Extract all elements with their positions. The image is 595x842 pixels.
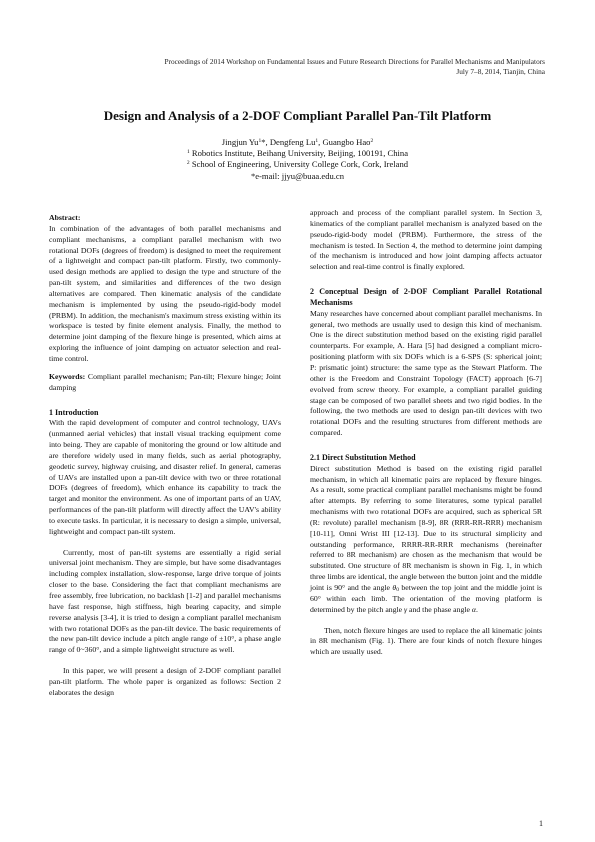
intro-paragraph-1: With the rapid development of computer and control technology, UAVs (unmanned aerial vehicles) that install visual tracking equipment come into being. They are capable of monitoring the ground or low altitude and are therefore widely used in many fields, such as aerial photography, geodetic survey, highway cruising, and disaster relief. In general, cameras of UAVs are installed upon a pan-tilt device with two or three rotational DOFs (degrees of freedom), which enhance its capability to track the target and monitor the environment. As one of important parts of an UAV, performances of the pan-tilt platform will directly affect the UAV's ability to execute tasks. In particular, it is necessary to design a simple, universal, lightweight and compact pan-tilt system. — [49, 418, 281, 536]
affiliation-marker: 1 — [186, 149, 190, 156]
affiliation-marker: 1 — [315, 138, 319, 144]
affiliation-1 — [40, 148, 555, 159]
page-number: 1 — [539, 819, 543, 828]
body-text: and the phase angle — [407, 604, 472, 614]
abstract-text: In combination of the advantages of both parallel mechanisms and compliant mechanisms, a compliant parallel mechanism with two rotational DOFs (degrees of freedom) is designed to meet the requirement of a lightweight and compact pan-tilt platform. Firstly, two commonly-used design methods are applied to design the type and structure of the pan-tilt system, and similarities and differences of the two design alternatives are compared. Then kinematic analysis of the candidate mechanism is implemented by using the pseudo-rigid-body model (PRBM). In addition, the mechanism's maximum stress existing within its workspace is tested by finite element analysis. Finally, the method to determine joint damping of the flexure hinge is presented, which aims at exploring the influence of joint damping on actuator selection and real-time control. — [49, 223, 281, 363]
abstract-label: Abstract: — [49, 213, 81, 222]
gamma-symbol: γ — [404, 604, 408, 614]
section21-paragraph-2: Then, notch flexure hinges are used to replace the all kinematic joints in 8R mechanism (Fig. 1). There are four kinds of notch flexure hinges which are usually used. — [310, 625, 542, 657]
affiliation-marker: 2 — [186, 160, 190, 167]
corresponding-mark: *, — [261, 137, 270, 147]
proceedings-line: Proceedings of 2014 Workshop on Fundamental Issues and Future Research Directions for Parallel Mechanisms and Manipulators — [164, 57, 545, 66]
affiliation-text: Robotics Institute, Beihang University, Beijing, 100191, China — [189, 148, 409, 159]
intro-paragraph-2: Currently, most of pan-tilt systems are essentially a rigid serial universal joint mechanism. They are simple, but have some disadvantages including complex installation, slow-response, large drive torque of joints closer to the base. Considering the fact that compliant mechanisms are free assembly, free lubrication, no backlash [1-2] and parallel mechanisms have fast response, high stiffness, high bearing capacity, and simple reverse analysis [3-4], it is tried to design a compliant parallel mechanism with two rotational DOFs as the pan-tilt device. The basic requirements of the new pan-tilt device include a pitch angle range of ±10°, a phase angle range of 0~360°, and a simple lightweight structure as well. — [49, 547, 281, 655]
section2-paragraph-1: Many researches have concerned about compliant parallel mechanisms. In general, two methods are usually used to design this kind of mechanism. One is the direct substitution method based on the existing rigid parallel counterparts. For example, A. Hara [5] had designed a compliant micro-positioning platform with six DOFs which is a 6-SPS (S: spherical joint; P: prismatic joint) structure: the same type as the Stewart Platform. The other is the Freedom and Constraint Topology (FACT) approach [6-7] evolved from screw theory. For example, a compliant parallel guiding stage can be composed of two parallel sheets and two rigid bodies. In the following, the two methods are used to design pan-tilt devices with two rotational DOFs and the resulting structures from different methods are compared. — [310, 308, 542, 438]
left-column — [49, 213, 281, 699]
theta-subscript: 0 — [396, 587, 399, 593]
affiliation-text: School of Engineering, University College Cork, Cork, Ireland — [189, 159, 409, 170]
intro-paragraph-3: In this paper, we will present a design of 2-DOF compliant parallel pan-tilt platform. The whole paper is organized as follows: Section 2 elaborates the design — [49, 666, 281, 697]
affiliation-2 — [40, 159, 555, 170]
body-text: between the top joint and the middle joint is 60° within each limb. The orientation of the moving platform is determined by the pitch angle — [310, 583, 542, 614]
section-heading-introduction: 1 Introduction — [49, 407, 99, 417]
alpha-symbol: α — [471, 604, 476, 614]
body-text: . — [475, 604, 478, 614]
running-header — [65, 57, 545, 77]
paper-title: Design and Analysis of a 2-DOF Compliant Parallel Pan-Tilt Platform — [103, 108, 492, 123]
affiliation-marker: 1 — [258, 138, 262, 144]
section21-paragraph-1 — [310, 464, 542, 616]
intro-paragraph-3-continued: approach and process of the compliant parallel system. In Section 3, kinematics of the compliant parallel mechanism is analyzed based on the pseudo-rigid-body model (PRBM). Furthermore, the stress of the mechanism is tested. In Section 4, the method to determine joint damping of the mechanism is introduced and how joint damping affects actuator selection and real-time control is finally explored. — [310, 208, 542, 272]
right-column — [310, 208, 542, 658]
affiliation-marker: 2 — [370, 138, 374, 144]
author-block — [40, 137, 555, 182]
subsection-heading-direct-substitution: 2.1 Direct Substitution Method — [310, 452, 416, 462]
keywords-text: Compliant parallel mechanism; Pan-tilt; Flexure hinge; Joint damping — [49, 371, 281, 392]
theta-symbol: θ — [392, 583, 397, 592]
author-line — [40, 137, 555, 148]
author-name: Dengfeng Lu — [269, 137, 316, 147]
author-name: Guangbo Hao — [322, 137, 371, 147]
keywords-label: Keywords: — [49, 371, 86, 381]
author-separator: , — [318, 137, 323, 147]
author-name: Jingjun Yu — [221, 137, 259, 147]
section-heading-conceptual-design: 2 Conceptual Design of 2-DOF Compliant Parallel Rotational Mechanisms — [310, 287, 542, 307]
body-text: Direct substitution Method is based on the existing rigid parallel mechanism, in which all kinematic pairs are replaced by flexure hinges. As a result, some practical compliant parallel mechanisms might be found after attempts. By referring to some literatures, some typical parallel mechanisms with two rotational DOFs are acquired, such as spherical 5R (R: revolute) parallel mechanism [8-9], 8R (RRR-RR-RRR) mechanism [10-11], Omni Wrist III [12-13]. Due to its structural simplicity and outstanding performance, RRRR-RR-RRR mechanisms (hereinafter referred to 8R mechanism) are chosen as the mechanism that would be substituted. One structure of 8R mechanism is shown in Fig. 1, in which three limbs are identical, the angle between the button joint and the middle joint is 90° and the angle — [310, 463, 542, 592]
keywords — [49, 372, 281, 394]
date-location-line: July 7–8, 2014, Tianjin, China — [456, 67, 545, 76]
contact-email: *e-mail: jjyu@buaa.edu.cn — [250, 170, 345, 181]
